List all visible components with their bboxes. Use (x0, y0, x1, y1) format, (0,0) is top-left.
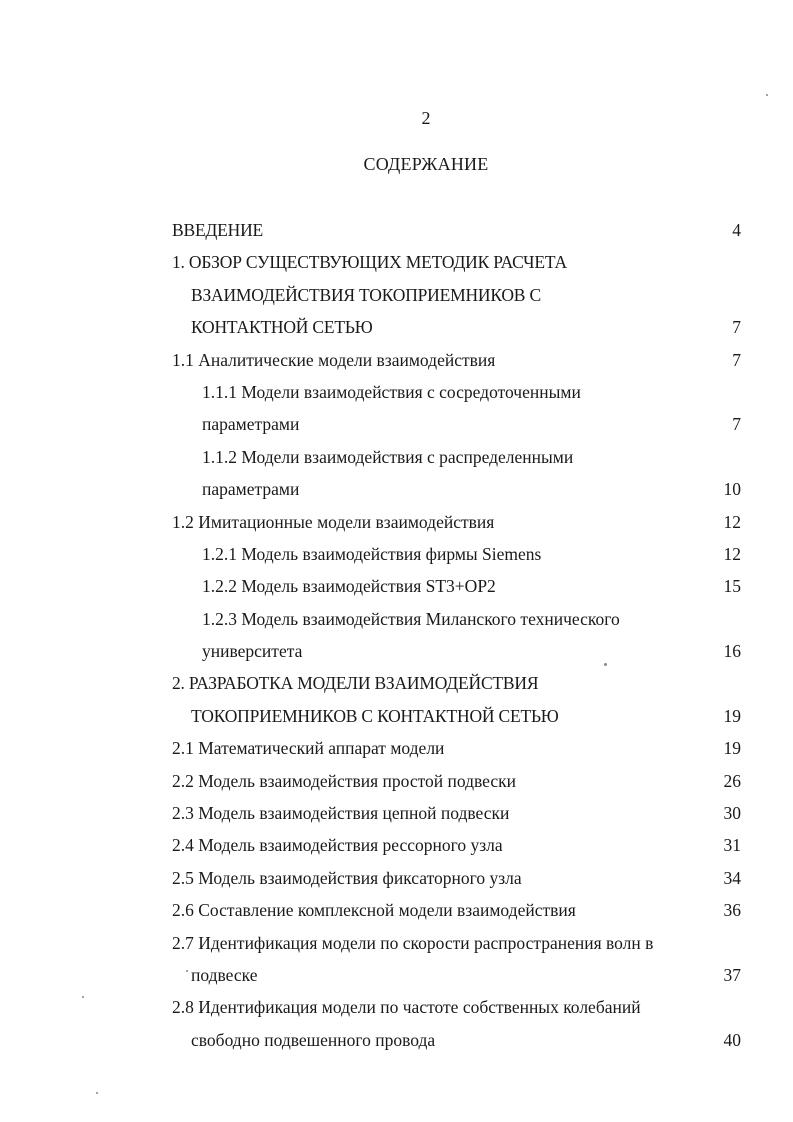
toc-entry-page: 19 (723, 705, 741, 726)
toc-entry-text: ТОКОПРИЕМНИКОВ С КОНТАКТНОЙ СЕТЬЮ (191, 705, 559, 726)
toc-entry-text: параметрами (202, 479, 300, 500)
toc-title: СОДЕРЖАНИЕ (363, 154, 489, 174)
toc-entry (172, 473, 741, 505)
toc-entry-page: 12 (723, 543, 741, 564)
scan-speck (96, 1092, 98, 1094)
toc-entry-text: 1.2.3 Модель взаимодействия Миланского технического (202, 608, 620, 629)
scan-speck (766, 94, 768, 96)
toc-entry-text: 2.6 Составление комплексной модели взаимодействия (172, 900, 576, 921)
toc-entry-text: 2.1 Математический аппарат модели (172, 738, 445, 759)
toc-entry (172, 829, 741, 861)
toc-entry (172, 635, 741, 667)
toc-entry (172, 667, 741, 699)
scan-speck (82, 996, 84, 998)
toc-entry-text: 2.2 Модель взаимодействия простой подвески (172, 770, 517, 791)
toc-entry (172, 570, 741, 602)
toc-entry-page: 15 (723, 576, 741, 597)
toc-entry (172, 991, 741, 1023)
toc-entry-text: 1. ОБЗОР СУЩЕСТВУЮЩИХ МЕТОДИК РАСЧЕТА (172, 252, 567, 273)
toc-entry-text: ВЗАИМОДЕЙСТВИЯ ТОКОПРИЕМНИКОВ С (191, 284, 541, 305)
toc-entry-text: 2. РАЗРАБОТКА МОДЕЛИ ВЗАИМОДЕЙСТВИЯ (172, 673, 539, 694)
toc-entry-page: 31 (723, 835, 741, 856)
toc-entry (172, 214, 741, 246)
toc-entry-text: 1.1 Аналитические модели взаимодействия (172, 349, 496, 370)
toc-entry (172, 408, 741, 440)
toc-entry (172, 862, 741, 894)
scan-speck (186, 970, 188, 972)
toc-entry (172, 1024, 741, 1056)
toc-entry-text: 2.8 Идентификация модели по частоте собственных колебаний (172, 997, 641, 1018)
toc-entry-text: 2.5 Модель взаимодействия фиксаторного узла (172, 867, 522, 888)
toc-entry (172, 538, 741, 570)
toc-entry-text: 2.3 Модель взаимодействия цепной подвески (172, 803, 510, 824)
toc-entry (172, 959, 741, 991)
toc-entry (172, 506, 741, 538)
toc-entry-page: 34 (723, 867, 741, 888)
toc-entry-text: 1.1.2 Модели взаимодействия с распределенными (202, 446, 574, 467)
toc-entry-text: 2.4 Модель взаимодействия рессорного узла (172, 835, 503, 856)
toc-entry-text: параметрами (202, 414, 300, 435)
toc-entry (172, 927, 741, 959)
toc-entry (172, 441, 741, 473)
toc-entry-page: 37 (723, 964, 741, 985)
toc-entry-text: 2.7 Идентификация модели по скорости распространения волн в (172, 932, 654, 953)
toc-entry-page: 40 (723, 1029, 741, 1050)
toc-entry (172, 797, 741, 829)
toc-entry-text: 1.2.1 Модель взаимодействия фирмы Siemens (202, 543, 542, 564)
toc-entry (172, 376, 741, 408)
toc-entry-page: 7 (732, 414, 741, 435)
table-of-contents (172, 214, 741, 1056)
toc-entry-text: 1.2 Имитационные модели взаимодействия (172, 511, 495, 532)
toc-entry-text: свободно подвешенного провода (191, 1029, 436, 1050)
toc-entry-page: 19 (723, 738, 741, 759)
toc-entry-page: 10 (723, 479, 741, 500)
toc-entry (172, 732, 741, 764)
toc-entry (172, 246, 741, 278)
toc-entry-page: 12 (723, 511, 741, 532)
toc-entry (172, 894, 741, 926)
toc-entry-page: 36 (723, 900, 741, 921)
toc-entry-text: ВВЕДЕНИЕ (172, 220, 264, 240)
toc-entry-page: 7 (732, 317, 741, 338)
toc-entry (172, 603, 741, 635)
toc-entry-text: 1.1.1 Модели взаимодействия с сосредоточенными (202, 381, 581, 402)
toc-entry-text: университета (202, 641, 303, 662)
scan-speck (604, 663, 607, 666)
toc-entry-page: 7 (732, 349, 741, 370)
toc-entry-page: 4 (732, 220, 741, 240)
toc-entry (172, 311, 741, 343)
toc-entry (172, 279, 741, 311)
toc-entry-text: подвеске (191, 964, 258, 985)
toc-entry (172, 700, 741, 732)
toc-entry-text: 1.2.2 Модель взаимодействия ST3+OP2 (202, 576, 496, 597)
toc-entry (172, 344, 741, 376)
toc-entry-text: КОНТАКТНОЙ СЕТЬЮ (191, 317, 373, 338)
toc-entry-page: 26 (723, 770, 741, 791)
toc-entry-page: 30 (723, 803, 741, 824)
page-number: 2 (421, 108, 431, 128)
toc-entry (172, 765, 741, 797)
toc-entry-page: 16 (723, 641, 741, 662)
